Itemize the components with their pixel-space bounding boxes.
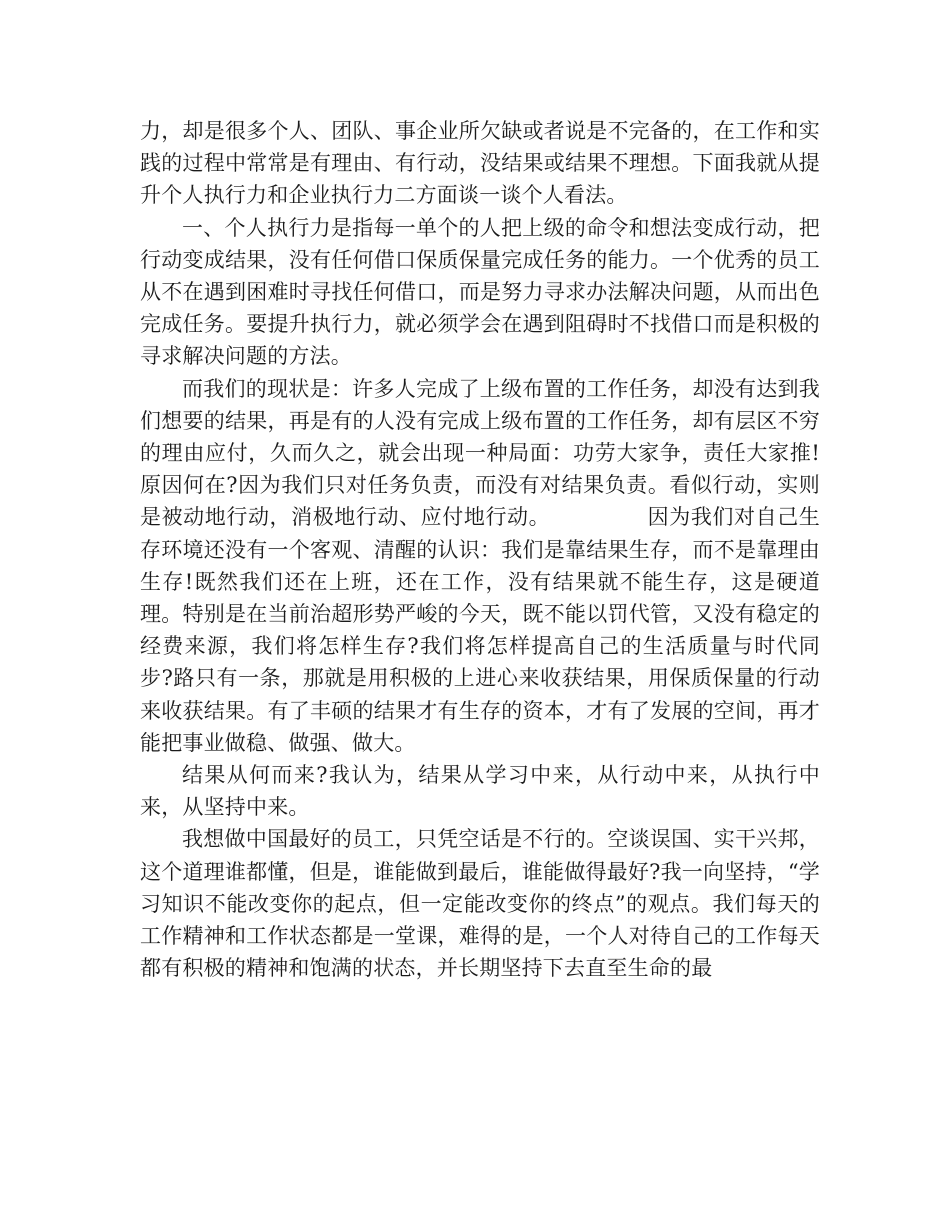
paragraph-5: 我想做中国最好的员工，只凭空话是不行的。空谈误国、实干兴邦，这个道理谁都懂，但是，谁能做到最后，谁能做得最好?我一向坚持，“学习知识不能改变你的起点，但一定能改变你的终点”的观点。我们每天的工作精神和工作状态都是一堂课，难得的是，一个人对待自己的工作每天都有积极的精神和饱满的状态，并长期坚持下去直至生命的最 — [140, 827, 820, 981]
paragraph-4: 结果从何而来?我认为，结果从学习中来，从行动中来，从执行中来，从坚持中来。 — [140, 763, 820, 820]
body-text — [140, 115, 820, 984]
paragraph-1: 力，却是很多个人、团队、事企业所欠缺或者说是不完备的，在工作和实践的过程中常常是有理由、有行动，没结果或结果不理想。下面我就从提升个人执行力和企业执行力二方面谈一谈个人看法。 — [140, 119, 820, 208]
paragraph-2: 一、个人执行力是指每一单个的人把上级的命令和想法变成行动，把行动变成结果，没有任何借口保质保量完成任务的能力。一个优秀的员工从不在遇到困难时寻找任何借口，而是努力寻求办法解决问题，从而出色完成任务。要提升执行力，就必须学会在遇到阻碍时不找借口而是积极的寻求解决问题的方法。 — [140, 215, 820, 369]
paragraph-3: 而我们的现状是：许多人完成了上级布置的工作任务，却没有达到我们想要的结果，再是有的人没有完成上级布置的工作任务，却有层区不穷的理由应付，久而久之，就会出现一种局面：功劳大家争，责任大家推!原因何在?因为我们只对任务负责，而没有对结果负责。看似行动，实则是被动地行动，消极地行动、应付地行动。 因为我们对自己生存环境还没有一个客观、清醒的认识：我们是靠结果生存，而不是靠理由生存!既然我们还在上班，还在工作，没有结果就不能生存，这是硬道理。特别是在当前治超形势严峻的今天，既不能以罚代管，又没有稳定的经费来源，我们将怎样生存?我们将怎样提高自己的生活质量与时代同步?路只有一条，那就是用积极的上进心来收获结果，用保质保量的行动来收获结果。有了丰硕的结果才有生存的资本，才有了发展的空间，再才能把事业做稳、做强、做大。 — [140, 376, 820, 755]
